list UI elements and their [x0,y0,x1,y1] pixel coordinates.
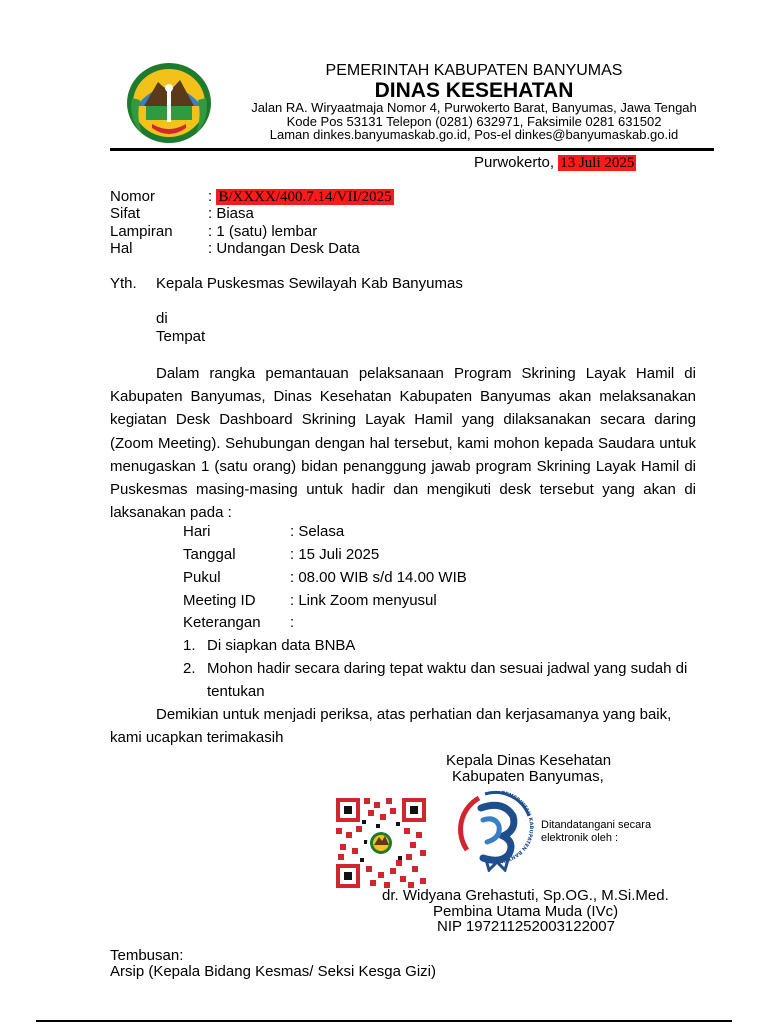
signer-name: dr. Widyana Grehastuti, Sp.OG., M.Si.Med. [382,887,669,904]
recipient-place: Tempat [156,328,206,345]
schedule-value-tanggal: : 15 Juli 2025 [290,546,380,563]
note-number: 1. [183,637,196,654]
note-text: Di siapkan data BNBA [207,637,356,654]
letter-date [474,154,636,172]
note-text: Mohon hadir secara daring tepat waktu dan sesuai jadwal yang sudah di [207,660,688,677]
schedule-label-keterangan: Keterangan [183,614,261,631]
letterhead-address: Jalan RA. Wiryaatmaja Nomor 4, Purwokerto Barat, Banyumas, Jawa Tengah [251,100,697,115]
meta-colon: : [208,188,213,205]
closing-line-1: Demikian untuk menjadi periksa, atas perhatian dan kerjasamanya yang baik, [156,706,672,723]
body-paragraph: Dalam rangka pemantauan pelaksanaan Program Skrining Layak Hamil di Kabupaten Banyumas, Dinas Kesehatan Kabupaten Banyumas akan melaksanakan kegiatan Desk Dashboard Skrining Layak Hamil yang dilaksanakan secara daring (Zoom Meeting). Sehubungan dengan hal tersebut, kami mohon kepada Saudara untuk menugaskan 1 (satu orang) bidan penanggung jawab program Skrining Layak Hamil di Puskesmas masing-masing untuk hadir dan mengikuti desk tersebut yang akan di laksanakan pada : [110,365,696,522]
closing-line-2: kami ucapkan terimakasih [110,729,284,746]
schedule-value-hari: : Selasa [290,523,345,540]
letter-number: B/XXXX/400.7.14/VII/2025 [218,189,392,205]
schedule-label-meeting-id: Meeting ID [183,592,256,609]
signature-title-1: Kepala Dinas Kesehatan [446,752,612,769]
meta-label-nomor: Nomor [110,188,156,205]
signer-nip: NIP 197211252003122007 [437,918,615,935]
meta-label-sifat: Sifat [110,205,141,222]
letterhead-postal: Kode Pos 53131 Telepon (0281) 632971, Faksimile 0281 631502 [286,114,662,129]
banyumas-regency-emblem-icon [124,58,214,148]
esign-note-2: elektronik oleh : [541,832,619,844]
letterhead-government: PEMERINTAH KABUPATEN BANYUMAS [325,62,623,79]
qr-code-icon [334,796,428,890]
electronic-signature-seal-icon [455,786,539,872]
footer-rule [36,1020,732,1022]
schedule-value-meeting-id: : Link Zoom menyusul [290,592,437,609]
meta-value-hal: : Undangan Desk Data [208,240,360,257]
schedule-label-tanggal: Tanggal [183,546,236,563]
seal-ring-text: PEMERINTAH KABUPATEN BANYUMAS [490,790,534,865]
cc-heading: Tembusan: [110,947,184,964]
recipient-name: Kepala Puskesmas Sewilayah Kab Banyumas [156,275,463,292]
esign-note-1: Ditandatangani secara [541,819,652,831]
schedule-label-hari: Hari [183,523,211,540]
note-text-continued: tentukan [207,683,265,700]
recipient-yth: Yth. [110,275,137,292]
schedule-value-keterangan: : [290,614,295,631]
meta-label-hal: Hal [110,240,133,257]
meta-label-lampiran: Lampiran [110,223,173,240]
recipient-di: di [156,310,168,327]
letterhead-web: Laman dinkes.banyumaskab.go.id, Pos-el dinkes@banyumaskab.go.id [269,127,679,142]
schedule-value-pukul: : 08.00 WIB s/d 14.00 WIB [290,569,467,586]
signature-title-2: Kabupaten Banyumas, [452,768,604,785]
cc-item: Arsip (Kepala Bidang Kesmas/ Seksi Kesga Gizi) [110,963,436,980]
meta-value-nomor [208,188,394,206]
letterhead-department: DINAS KESEHATAN [374,79,574,102]
schedule-label-pukul: Pukul [183,569,221,586]
meta-value-lampiran: : 1 (satu) lembar [208,223,318,240]
date-place: Purwokerto, [474,154,555,171]
date-value: 13 Juli 2025 [560,155,635,171]
letterhead-rule [110,148,714,151]
signer-rank: Pembina Utama Muda (IVc) [433,903,619,920]
meta-value-sifat: : Biasa [208,205,254,222]
note-number: 2. [183,660,196,677]
